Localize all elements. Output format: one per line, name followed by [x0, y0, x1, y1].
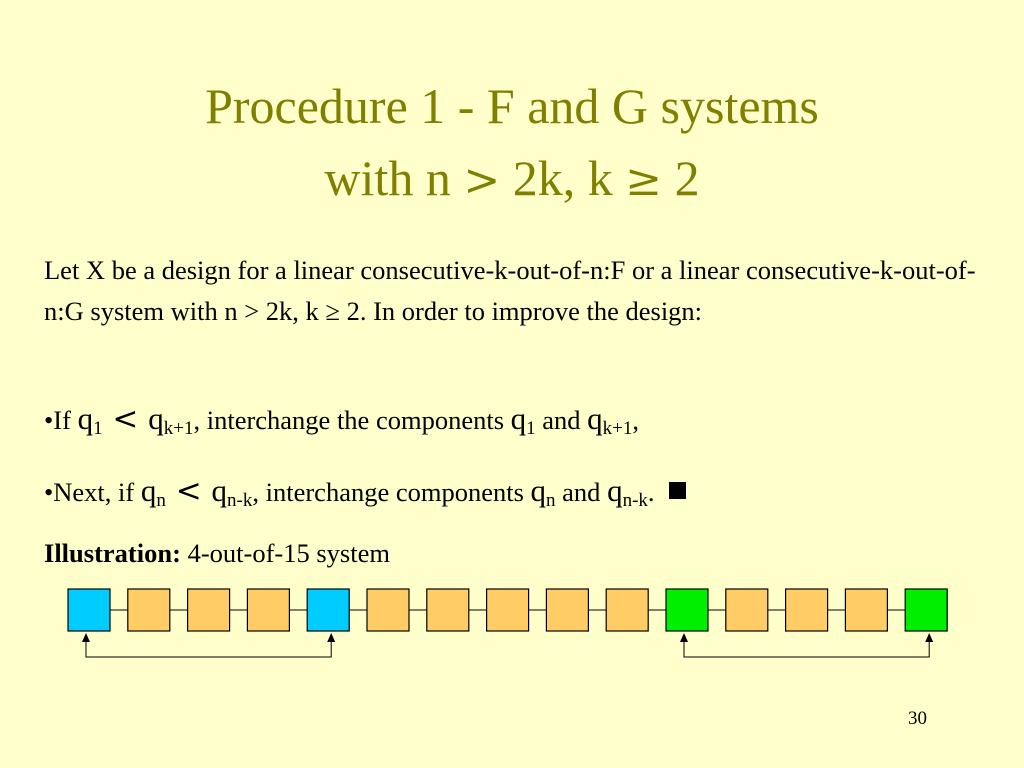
- bullet-2-end: .: [647, 477, 662, 507]
- bullet-1-q-c: q: [510, 401, 527, 436]
- bullet-1-sub-a: 1: [93, 418, 103, 439]
- component-box: [367, 589, 409, 631]
- bullet-1-and: and: [535, 405, 588, 435]
- bullet-1-sub-d: k+1: [602, 418, 633, 439]
- component-box: [905, 589, 947, 631]
- component-box: [247, 589, 289, 631]
- title-line-2: [0, 142, 1024, 217]
- component-box: [726, 589, 768, 631]
- component-box: [68, 589, 110, 631]
- component-box: [666, 589, 708, 631]
- bullet-2-sub-a: n: [156, 490, 166, 511]
- end-of-proof-square-icon: [669, 482, 686, 499]
- bullet-1-sub-b: k+1: [163, 418, 194, 439]
- title-greater-than: >: [463, 155, 501, 206]
- bullet-1-sub-c: 1: [526, 418, 536, 439]
- illustration-text: 4-out-of-15 system: [180, 538, 390, 568]
- bullet-1-less-than: <: [102, 401, 149, 437]
- component-box: [845, 589, 887, 631]
- component-box: [487, 589, 529, 631]
- bullet-1-end: ,: [632, 405, 639, 435]
- bullet-1-q-a: q: [77, 401, 94, 436]
- bullet-2-lead: •Next, if: [44, 477, 141, 507]
- bullet-1-q-d: q: [587, 401, 603, 436]
- bullet-2-q-b: q: [211, 473, 228, 508]
- intro-paragraph: Let X be a design for a linear consecutive-k-out-of-n:F or a linear consecutive-k-out-of-n:G system with n > 2k, k ≥ 2. In order to improve the design:: [44, 255, 976, 326]
- bullet-1-lead: •If: [44, 405, 78, 435]
- bullet-swap-last: [44, 474, 686, 509]
- title-line-1: Procedure 1 - F and G systems: [205, 78, 819, 134]
- page-number: 30: [908, 708, 927, 729]
- bullet-2-q-d: q: [607, 473, 623, 508]
- bullet-2-q-c: q: [530, 473, 547, 508]
- component-box: [128, 589, 170, 631]
- arrowhead-icon: [327, 633, 335, 642]
- bullet-2-q-a: q: [140, 473, 157, 508]
- system-diagram: [0, 580, 1024, 670]
- title-line-2-mid: 2k, k: [500, 150, 626, 206]
- component-box: [606, 589, 648, 631]
- component-box: [546, 589, 588, 631]
- bullet-swap-first: [44, 402, 639, 437]
- bullet-2-and: and: [555, 477, 608, 507]
- arrowhead-icon: [680, 633, 688, 642]
- bullet-1-q-b: q: [148, 401, 164, 436]
- bullet-2-less-than: <: [165, 473, 212, 509]
- arrowhead-icon: [925, 633, 933, 642]
- title-line-2-end: 2: [662, 150, 700, 206]
- component-box: [427, 589, 469, 631]
- component-box: [786, 589, 828, 631]
- title-line-2-prefix: with n: [324, 150, 464, 206]
- swap-arrow-line: [86, 639, 331, 657]
- illustration-caption: [44, 536, 390, 570]
- bullet-1-text: , interchange the components: [193, 405, 511, 435]
- slide-title: [0, 70, 1024, 217]
- bullet-2-text: , interchange components: [252, 477, 531, 507]
- component-box: [188, 589, 230, 631]
- bullet-2-sub-d: n-k: [622, 490, 648, 511]
- component-box: [307, 589, 349, 631]
- bullet-2-sub-c: n: [546, 490, 556, 511]
- arrowhead-icon: [82, 633, 90, 642]
- illustration-label: Illustration:: [44, 538, 181, 568]
- swap-arrow-line: [684, 639, 929, 657]
- title-greater-equal: ≥: [625, 155, 663, 206]
- bullet-2-sub-b: n-k: [227, 490, 253, 511]
